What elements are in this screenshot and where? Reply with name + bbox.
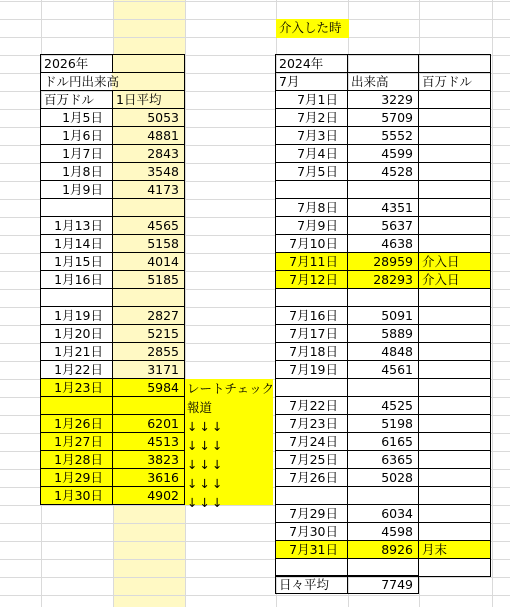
right-value-cell[interactable]: 5552 [347, 126, 419, 145]
left-value-cell[interactable]: 5215 [112, 324, 185, 343]
left-date-cell[interactable] [40, 396, 113, 415]
left-year-side-cell[interactable] [112, 54, 185, 73]
right-date-cell[interactable]: 7月2日 [275, 108, 348, 127]
right-note-cell[interactable] [418, 504, 491, 523]
right-value-cell[interactable]: 5091 [347, 306, 419, 325]
right-value-cell[interactable]: 6365 [347, 450, 419, 469]
left-date-cell[interactable]: 1月21日 [40, 342, 113, 361]
right-value-cell[interactable] [347, 378, 419, 397]
right-note-cell[interactable] [418, 216, 491, 235]
right-note-cell[interactable]: 介入日 [418, 270, 491, 289]
right-value-cell[interactable] [347, 288, 419, 307]
rate-check-note [185, 379, 275, 510]
column-gridline [492, 0, 493, 607]
right-date-cell[interactable]: 7月24日 [275, 432, 348, 451]
left-value-cell[interactable]: 2827 [112, 306, 185, 325]
news-report-label: 報道 [187, 400, 213, 415]
right-year-side-cell[interactable] [347, 54, 419, 73]
left-date-cell[interactable]: 1月9日 [40, 180, 113, 199]
left-value-cell[interactable]: 4881 [112, 126, 185, 145]
right-date-cell[interactable]: 7月31日 [275, 540, 348, 559]
right-date-cell[interactable]: 7月1日 [275, 90, 348, 109]
left-value-cell[interactable]: 6201 [112, 414, 185, 433]
left-value-cell[interactable]: 3548 [112, 162, 185, 181]
left-value-cell[interactable]: 2843 [112, 144, 185, 163]
left-date-cell[interactable]: 1月26日 [40, 414, 113, 433]
left-value-cell[interactable]: 5185 [112, 270, 185, 289]
right-date-cell[interactable]: 7月19日 [275, 360, 348, 379]
right-note-cell[interactable] [418, 198, 491, 217]
left-date-cell[interactable]: 1月14日 [40, 234, 113, 253]
left-date-cell[interactable]: 1月13日 [40, 216, 113, 235]
left-date-cell[interactable] [40, 288, 113, 307]
left-value-cell[interactable]: 3171 [112, 360, 185, 379]
left-year-cell[interactable]: 2026年 [40, 54, 113, 73]
right-value-cell[interactable]: 6034 [347, 504, 419, 523]
right-value-cell[interactable]: 4598 [347, 522, 419, 541]
right-date-cell[interactable]: 7月3日 [275, 126, 348, 145]
right-note-cell[interactable]: 月末 [418, 540, 491, 559]
left-value-cell[interactable]: 5984 [112, 378, 185, 397]
right-note-cell[interactable] [418, 108, 491, 127]
left-title-cell[interactable]: ドル円出来高 [40, 72, 185, 91]
right-date-cell[interactable]: 7月23日 [275, 414, 348, 433]
left-value-cell[interactable]: 5053 [112, 108, 185, 127]
left-date-cell[interactable]: 1月27日 [40, 432, 113, 451]
right-header-month[interactable]: 7月 [275, 72, 348, 91]
down-arrows-icon: ↓↓↓ [187, 438, 225, 453]
left-date-cell[interactable]: 1月29日 [40, 468, 113, 487]
right-value-cell[interactable]: 3229 [347, 90, 419, 109]
right-note-cell[interactable] [418, 414, 491, 433]
right-note-cell[interactable] [418, 396, 491, 415]
left-date-cell[interactable]: 1月28日 [40, 450, 113, 469]
left-date-cell[interactable] [40, 198, 113, 217]
right-value-cell[interactable] [347, 180, 419, 199]
row-gridline [0, 595, 510, 596]
down-arrows-icon: ↓↓↓ [187, 476, 225, 491]
left-date-cell[interactable]: 1月15日 [40, 252, 113, 271]
right-note-cell[interactable] [418, 360, 491, 379]
down-arrows-icon: ↓↓↓ [187, 495, 225, 510]
right-note-cell[interactable] [418, 378, 491, 397]
left-date-cell[interactable]: 1月6日 [40, 126, 113, 145]
right-value-cell[interactable]: 4351 [347, 198, 419, 217]
right-value-cell[interactable]: 5709 [347, 108, 419, 127]
down-arrows-icon: ↓↓↓ [187, 419, 225, 434]
row-gridline [0, 19, 510, 20]
right-note-cell[interactable] [418, 342, 491, 361]
right-note-cell[interactable] [418, 522, 491, 541]
right-value-cell[interactable]: 5889 [347, 324, 419, 343]
left-header-unit[interactable]: 百万ドル [40, 90, 113, 109]
down-arrows-icon: ↓↓↓ [187, 457, 225, 472]
left-value-cell[interactable]: 4173 [112, 180, 185, 199]
left-value-cell[interactable]: 4902 [112, 486, 185, 505]
right-value-cell[interactable]: 28293 [347, 270, 419, 289]
left-date-cell[interactable]: 1月5日 [40, 108, 113, 127]
left-date-cell[interactable]: 1月19日 [40, 306, 113, 325]
right-date-cell[interactable]: 7月17日 [275, 324, 348, 343]
right-value-cell[interactable]: 5028 [347, 468, 419, 487]
left-date-cell[interactable]: 1月22日 [40, 360, 113, 379]
right-header-volume[interactable]: 出来高 [347, 72, 419, 91]
right-note-cell[interactable] [418, 90, 491, 109]
right-note-cell[interactable] [418, 432, 491, 451]
right-date-cell[interactable]: 7月4日 [275, 144, 348, 163]
left-header-avg[interactable]: 1日平均 [112, 90, 185, 109]
right-date-cell[interactable]: 7月25日 [275, 450, 348, 469]
right-value-cell[interactable]: 5637 [347, 216, 419, 235]
daily-average-label[interactable]: 日々平均 [275, 575, 348, 594]
right-note-cell[interactable] [418, 468, 491, 487]
right-note-cell[interactable] [418, 234, 491, 253]
row-gridline [0, 1, 510, 2]
right-value-cell[interactable]: 4599 [347, 144, 419, 163]
right-date-cell[interactable]: 7月16日 [275, 306, 348, 325]
right-date-cell[interactable] [275, 378, 348, 397]
right-value-cell[interactable]: 5198 [347, 414, 419, 433]
left-date-cell[interactable]: 1月30日 [40, 486, 113, 505]
right-date-cell[interactable]: 7月11日 [275, 252, 348, 271]
right-date-cell[interactable]: 7月5日 [275, 162, 348, 181]
right-note-cell[interactable] [418, 162, 491, 181]
intervention-title: 介入した時 [276, 19, 349, 38]
left-value-cell[interactable]: 4513 [112, 432, 185, 451]
right-value-cell[interactable]: 4525 [347, 396, 419, 415]
left-value-cell[interactable] [112, 198, 185, 217]
left-date-cell[interactable]: 1月16日 [40, 270, 113, 289]
right-date-cell[interactable] [275, 486, 348, 505]
right-date-cell[interactable]: 7月8日 [275, 198, 348, 217]
right-value-cell[interactable]: 4561 [347, 360, 419, 379]
left-date-cell[interactable]: 1月23日 [40, 378, 113, 397]
right-date-cell[interactable]: 7月29日 [275, 504, 348, 523]
left-value-cell[interactable]: 3823 [112, 450, 185, 469]
left-value-cell[interactable] [112, 288, 185, 307]
right-note-cell[interactable]: 介入日 [418, 252, 491, 271]
rate-check-label: レートチェック [187, 381, 275, 396]
right-note-cell[interactable] [418, 144, 491, 163]
left-date-cell[interactable]: 1月20日 [40, 324, 113, 343]
row-gridline [0, 37, 510, 38]
left-date-cell[interactable]: 1月7日 [40, 144, 113, 163]
right-note-cell[interactable] [418, 180, 491, 199]
right-value-cell[interactable]: 4528 [347, 162, 419, 181]
right-note-cell[interactable] [418, 450, 491, 469]
right-date-cell[interactable]: 7月22日 [275, 396, 348, 415]
right-note-cell[interactable] [418, 288, 491, 307]
right-date-cell[interactable] [275, 180, 348, 199]
right-value-cell[interactable]: 4638 [347, 234, 419, 253]
right-date-cell[interactable] [275, 288, 348, 307]
right-header-unit[interactable]: 百万ドル [418, 72, 491, 91]
right-value-cell[interactable]: 28959 [347, 252, 419, 271]
right-value-cell[interactable]: 4848 [347, 342, 419, 361]
right-note-cell[interactable] [418, 126, 491, 145]
right-value-cell[interactable] [347, 486, 419, 505]
column-gridline [185, 0, 186, 607]
right-date-cell[interactable]: 7月18日 [275, 342, 348, 361]
left-value-cell[interactable]: 3616 [112, 468, 185, 487]
right-note-cell[interactable] [418, 324, 491, 343]
left-value-cell[interactable]: 4565 [112, 216, 185, 235]
right-note-cell[interactable] [418, 558, 491, 577]
right-date-cell[interactable]: 7月12日 [275, 270, 348, 289]
right-date-cell[interactable]: 7月26日 [275, 468, 348, 487]
left-value-cell[interactable] [112, 396, 185, 415]
right-year-side-cell-2[interactable] [418, 54, 491, 73]
row-gridline [0, 577, 510, 578]
right-date-cell[interactable]: 7月30日 [275, 522, 348, 541]
right-note-cell[interactable] [418, 486, 491, 505]
left-value-cell[interactable]: 4014 [112, 252, 185, 271]
left-date-cell[interactable]: 1月8日 [40, 162, 113, 181]
right-date-cell[interactable]: 7月10日 [275, 234, 348, 253]
right-year-cell[interactable]: 2024年 [275, 54, 348, 73]
right-value-cell[interactable]: 6165 [347, 432, 419, 451]
daily-average-value[interactable]: 7749 [347, 575, 419, 594]
right-note-cell[interactable] [418, 306, 491, 325]
left-value-cell[interactable]: 5158 [112, 234, 185, 253]
left-value-cell[interactable]: 2855 [112, 342, 185, 361]
right-date-cell[interactable]: 7月9日 [275, 216, 348, 235]
right-value-cell[interactable]: 8926 [347, 540, 419, 559]
